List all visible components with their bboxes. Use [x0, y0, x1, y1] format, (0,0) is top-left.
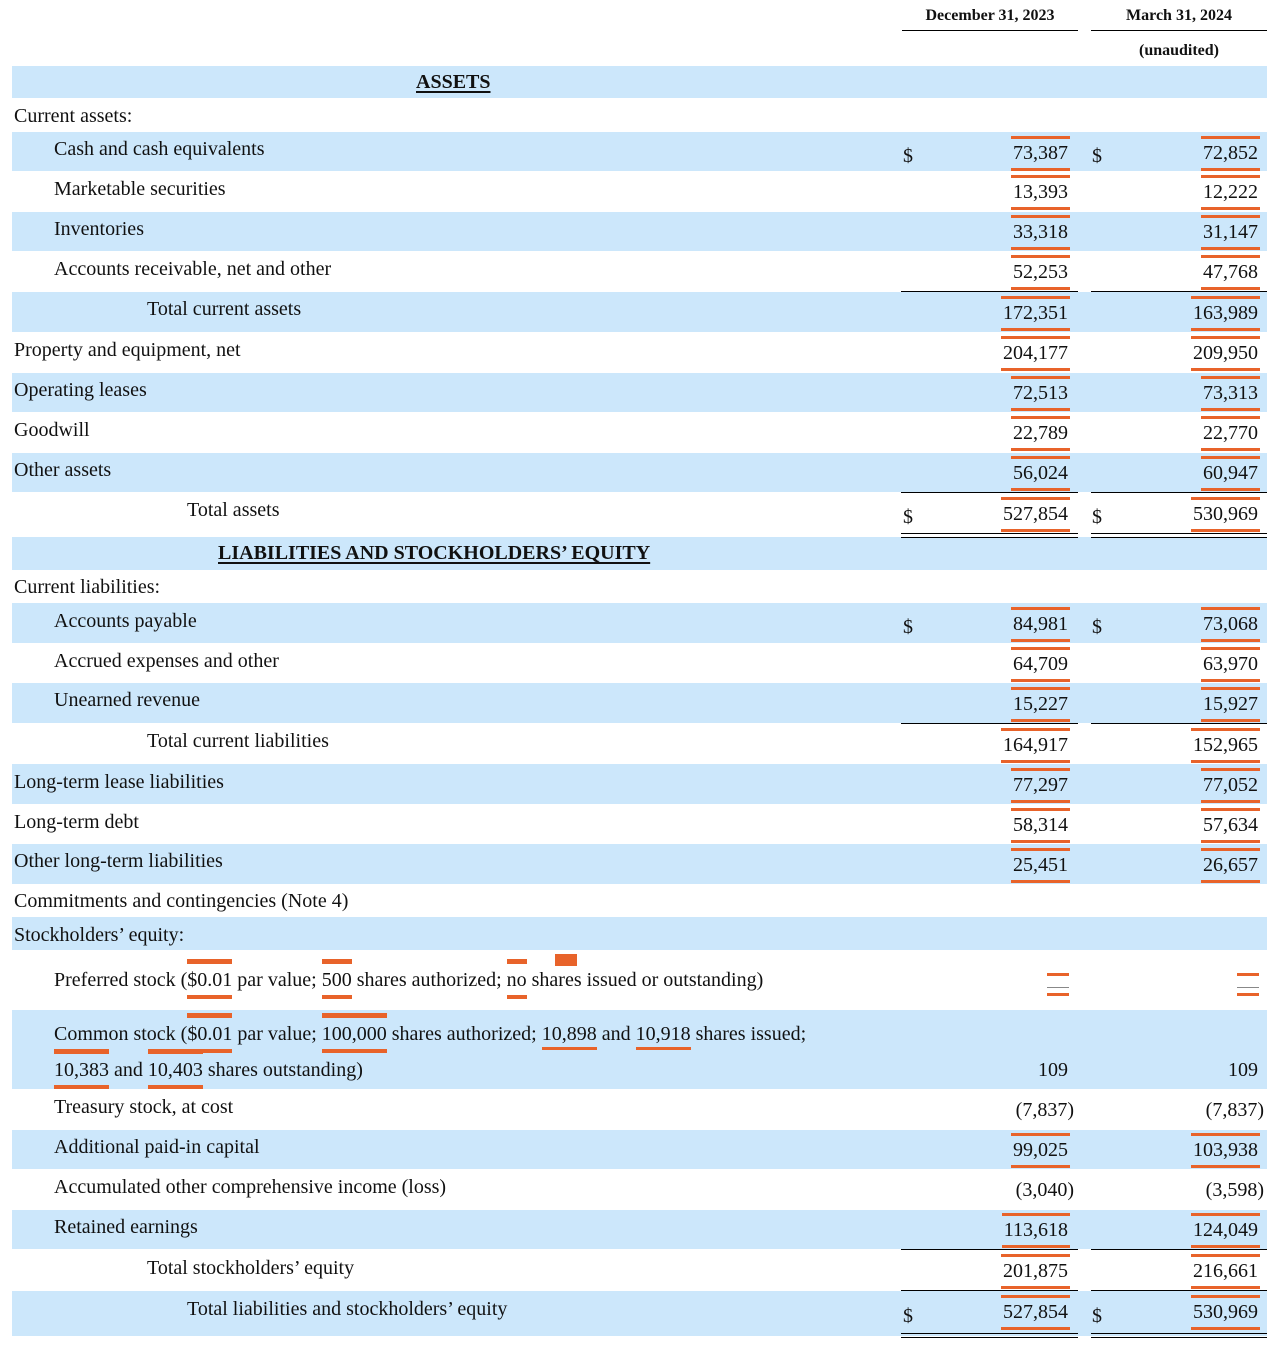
label-text: shares authorized;: [386, 1023, 542, 1045]
value-text: 31,147: [1203, 218, 1258, 246]
lt-debt-value-2024: [1203, 811, 1258, 839]
other-assets-value-2023: [1013, 459, 1068, 487]
inventories-value-2023: [1013, 218, 1068, 246]
value-text: 216,661: [1193, 1257, 1258, 1285]
value-text: 15,927: [1203, 690, 1258, 718]
value-text: 22,770: [1203, 419, 1258, 447]
total-equity-value-2024: [1193, 1257, 1258, 1285]
total-equity-label: Total stockholders’ equity: [147, 1257, 355, 1279]
column-header-label: March 31, 2024: [1126, 7, 1232, 24]
unaudited-note: (unaudited): [1138, 42, 1220, 59]
par-value: $0.01: [187, 1020, 232, 1048]
header-rule: [902, 30, 1078, 31]
ppe-label: Property and equipment, net: [14, 339, 241, 361]
shares-issued: no: [507, 966, 527, 994]
value-text: 201,875: [1003, 1257, 1068, 1285]
retained-earnings-value-2023: [1004, 1216, 1068, 1244]
currency-symbol: $: [1092, 1305, 1102, 1327]
value-text: (3,040): [1015, 1179, 1074, 1201]
receivables-label: Accounts receivable, net and other: [54, 258, 332, 280]
value-text: 209,950: [1193, 339, 1258, 367]
value-text: 64,709: [1013, 650, 1068, 678]
preferred-stock-label: [54, 966, 763, 994]
lt-lease-value-2024: [1203, 771, 1258, 799]
nil-value-dash: [1237, 973, 1259, 995]
goodwill-label: Goodwill: [14, 419, 90, 441]
label-text: par value;: [232, 969, 322, 991]
value-text: 72,513: [1013, 379, 1068, 407]
other-assets-label: Other assets: [14, 459, 112, 481]
total-current-liabilities-value-2024: [1193, 731, 1258, 759]
total-current-liabilities-label: Total current liabilities: [147, 730, 329, 752]
cash-value-2024: [1203, 139, 1258, 167]
value-text: 33,318: [1013, 218, 1068, 246]
total-double-rule: [901, 1333, 1078, 1338]
currency-symbol: $: [1092, 506, 1102, 528]
label-text: and: [596, 1023, 636, 1045]
receivables-value-2024: [1203, 258, 1258, 286]
value-text: 113,618: [1004, 1216, 1068, 1244]
column-header-dec-2023: [902, 0, 1078, 31]
accounts-payable-value-2023: [1013, 610, 1068, 638]
other-lt-liabilities-label: Other long-term liabilities: [14, 850, 223, 872]
subtotal-rule: [1091, 1290, 1267, 1291]
value-text: 77,297: [1013, 771, 1068, 799]
label-text: shares outstanding): [202, 1059, 363, 1081]
value-text: 58,314: [1013, 811, 1068, 839]
subtotal-rule: [1091, 291, 1267, 292]
commitments-label: Commitments and contingencies (Note 4): [14, 890, 349, 912]
lt-debt-label: Long-term debt: [14, 811, 139, 833]
common-stock-label: [54, 1020, 806, 1048]
apic-label: Additional paid-in capital: [54, 1136, 260, 1158]
aoci-label: Accumulated other comprehensive income (loss): [54, 1176, 447, 1198]
cash-value-2023: [1013, 139, 1068, 167]
total-current-liabilities-value-2023: [1003, 731, 1068, 759]
total-double-rule: [901, 533, 1078, 538]
value-text: 527,854: [1003, 500, 1068, 528]
column-header-mar-2024: [1091, 0, 1267, 71]
treasury-stock-value-2024: [1206, 1096, 1264, 1124]
receivables-value-2023: [1013, 258, 1068, 286]
value-text: 204,177: [1003, 339, 1068, 367]
total-liabilities-equity-value-2023: [1003, 1298, 1068, 1326]
total-current-assets-value-2024: [1193, 299, 1258, 327]
value-text: 73,387: [1013, 139, 1068, 167]
lt-lease-label: Long-term lease liabilities: [14, 771, 224, 793]
total-current-assets-label: Total current assets: [147, 298, 302, 320]
currency-symbol: $: [903, 616, 913, 638]
currency-symbol: $: [903, 1305, 913, 1327]
ppe-value-2024: [1193, 339, 1258, 367]
treasury-stock-label: Treasury stock, at cost: [54, 1096, 234, 1118]
currency-symbol: $: [903, 506, 913, 528]
shares-outstanding-2024: 10,403: [148, 1056, 203, 1084]
label-text: shares issued or outstanding): [526, 969, 764, 991]
assets-heading: ASSETS: [416, 71, 491, 93]
value-text: 56,024: [1013, 459, 1068, 487]
accounts-payable-value-2024: [1203, 610, 1258, 638]
subtotal-rule: [1091, 492, 1267, 493]
value-text: 26,657: [1203, 851, 1258, 879]
operating-leases-value-2024: [1203, 379, 1258, 407]
accrued-expenses-value-2024: [1203, 650, 1258, 678]
aoci-value-2023: [1016, 1176, 1074, 1204]
value-text: 84,981: [1013, 610, 1068, 638]
value-text: 124,049: [1193, 1216, 1258, 1244]
stockholders-equity-label: Stockholders’ equity:: [14, 924, 185, 946]
accounts-payable-label: Accounts payable: [54, 610, 197, 632]
unearned-revenue-label: Unearned revenue: [54, 689, 201, 711]
total-assets-value-2024: [1193, 500, 1258, 528]
subtotal-rule: [1091, 1249, 1267, 1250]
securities-value-2023: [1013, 178, 1068, 206]
securities-value-2024: [1203, 178, 1258, 206]
shares-authorized: 100,000: [322, 1020, 387, 1048]
row-band: [12, 212, 1267, 251]
column-header-label: December 31, 2023: [925, 7, 1055, 24]
lt-debt-value-2023: [1013, 811, 1068, 839]
value-text: 12,222: [1203, 178, 1258, 206]
value-text: 163,989: [1193, 299, 1258, 327]
currency-symbol: $: [1092, 616, 1102, 638]
cash-label: Cash and cash equivalents: [54, 138, 265, 160]
value-text: 13,393: [1013, 178, 1068, 206]
value-text: 109: [1038, 1059, 1068, 1081]
value-text: 172,351: [1003, 299, 1068, 327]
operating-leases-value-2023: [1013, 379, 1068, 407]
total-liabilities-equity-value-2024: [1193, 1298, 1258, 1326]
goodwill-value-2023: [1013, 419, 1068, 447]
par-value: $0.01: [187, 966, 232, 994]
inventories-label: Inventories: [54, 218, 144, 240]
total-current-assets-value-2023: [1003, 299, 1068, 327]
value-text: 60,947: [1203, 459, 1258, 487]
value-text: 73,313: [1203, 379, 1258, 407]
value-text: 152,965: [1193, 731, 1258, 759]
row-band: [12, 603, 1267, 643]
total-double-rule: [1091, 1333, 1267, 1338]
other-assets-value-2024: [1203, 459, 1258, 487]
value-text: 22,789: [1013, 419, 1068, 447]
value-text: 527,854: [1003, 1298, 1068, 1326]
subtotal-rule: [901, 492, 1078, 493]
row-band: [12, 66, 1267, 98]
value-text: 72,852: [1203, 139, 1258, 167]
highlight-marker: [555, 954, 577, 966]
subtotal-rule: [901, 1290, 1078, 1291]
common-stock-value-2024: [1228, 1056, 1258, 1084]
shares-authorized: 500: [322, 966, 352, 994]
label-text: Preferred stock (: [54, 969, 188, 991]
value-text: 63,970: [1203, 650, 1258, 678]
value-text: 164,917: [1003, 731, 1068, 759]
value-text: 109: [1228, 1059, 1258, 1081]
lt-lease-value-2023: [1013, 771, 1068, 799]
unearned-revenue-value-2024: [1203, 690, 1258, 718]
common-stock-value-2023: [1038, 1056, 1068, 1084]
other-lt-liabilities-value-2023: [1013, 851, 1068, 879]
value-text: 47,768: [1203, 258, 1258, 286]
inventories-value-2024: [1203, 218, 1258, 246]
row-band: [12, 917, 1267, 950]
retained-earnings-label: Retained earnings: [54, 1216, 198, 1238]
current-assets-label: Current assets:: [14, 105, 133, 127]
total-double-rule: [1091, 533, 1267, 538]
apic-value-2023: [1013, 1136, 1068, 1164]
currency-symbol: $: [903, 145, 913, 167]
value-text: 15,227: [1013, 690, 1068, 718]
subtotal-rule: [901, 1249, 1078, 1250]
value-text: 73,068: [1203, 610, 1258, 638]
value-text: 77,052: [1203, 771, 1258, 799]
label-text: and: [109, 1059, 148, 1081]
goodwill-value-2024: [1203, 419, 1258, 447]
shares-outstanding-2023: 10,383: [54, 1056, 109, 1084]
total-assets-value-2023: [1003, 500, 1068, 528]
value-text: (3,598): [1205, 1179, 1264, 1201]
nil-value-dash: [1047, 973, 1069, 995]
label-text: shares issued;: [690, 1023, 807, 1045]
value-text: 25,451: [1013, 851, 1068, 879]
securities-label: Marketable securities: [54, 178, 226, 200]
total-assets-label: Total assets: [187, 499, 280, 521]
value-text: 57,634: [1203, 811, 1258, 839]
label-text: par value;: [232, 1023, 322, 1045]
aoci-value-2024: [1206, 1176, 1264, 1204]
label-text: shares authorized;: [351, 969, 507, 991]
shares-issued-2024: 10,918: [636, 1020, 691, 1048]
value-text: 99,025: [1013, 1136, 1068, 1164]
accrued-expenses-label: Accrued expenses and other: [54, 650, 279, 672]
apic-value-2024: [1193, 1136, 1258, 1164]
row-band: [12, 683, 1267, 723]
subtotal-rule: [901, 291, 1078, 292]
value-text: 530,969: [1193, 500, 1258, 528]
label-text: Common stock (: [54, 1023, 188, 1045]
ppe-value-2023: [1003, 339, 1068, 367]
value-text: 530,969: [1193, 1298, 1258, 1326]
common-stock-label-line2: [54, 1056, 363, 1084]
total-equity-value-2023: [1003, 1257, 1068, 1285]
row-band: [12, 1210, 1267, 1249]
value-text: 103,938: [1193, 1136, 1258, 1164]
retained-earnings-value-2024: [1193, 1216, 1258, 1244]
shares-issued-2023: 10,898: [542, 1020, 597, 1048]
row-band: [12, 373, 1267, 412]
current-liabilities-label: Current liabilities:: [14, 576, 161, 598]
accrued-expenses-value-2023: [1013, 650, 1068, 678]
row-band: [12, 453, 1267, 492]
value-text: (7,837): [1205, 1099, 1264, 1121]
subtotal-rule: [1091, 723, 1267, 724]
treasury-stock-value-2023: [1016, 1096, 1074, 1124]
currency-symbol: $: [1092, 145, 1102, 167]
unearned-revenue-value-2023: [1013, 690, 1068, 718]
liabilities-equity-heading: LIABILITIES AND STOCKHOLDERS’ EQUITY: [218, 542, 651, 564]
total-liabilities-equity-label: Total liabilities and stockholders’ equity: [187, 1298, 508, 1320]
subtotal-rule: [901, 723, 1078, 724]
operating-leases-label: Operating leases: [14, 379, 147, 401]
value-text: (7,837): [1015, 1099, 1074, 1121]
other-lt-liabilities-value-2024: [1203, 851, 1258, 879]
value-text: 52,253: [1013, 258, 1068, 286]
